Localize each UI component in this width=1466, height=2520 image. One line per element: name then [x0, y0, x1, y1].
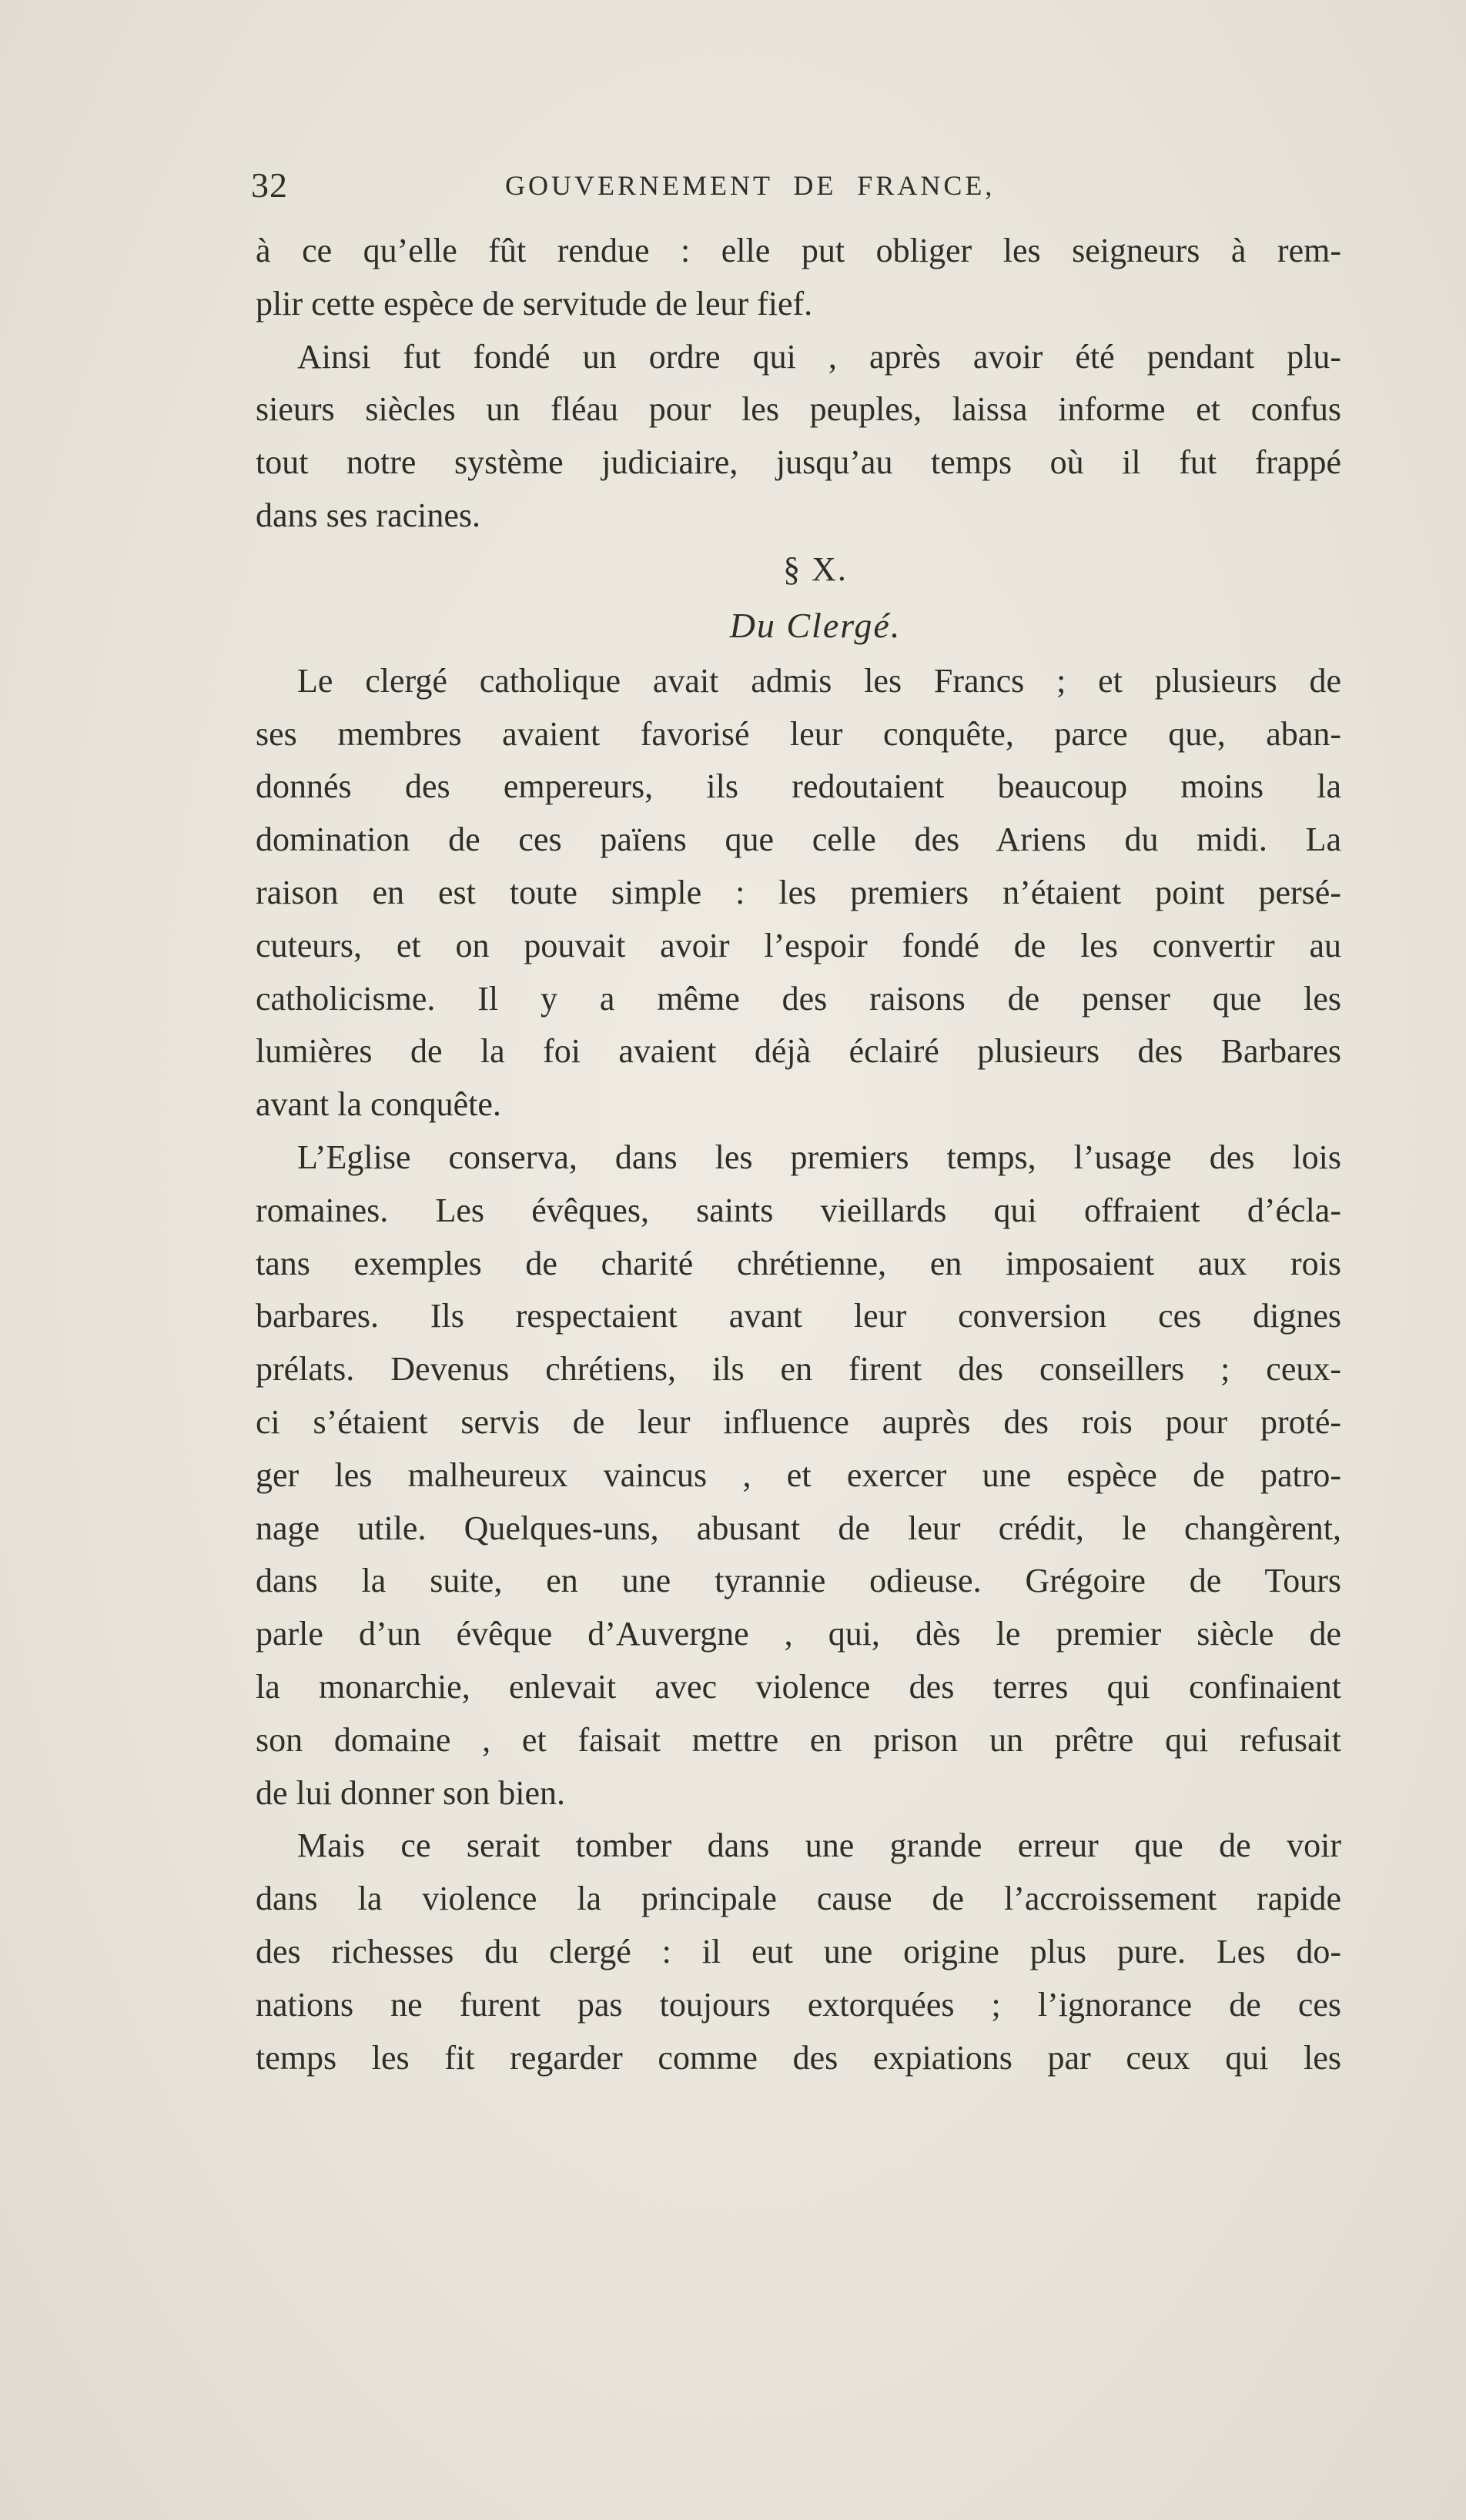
- text-line: nage utile. Quelques-uns, abusant de leur crédit, le changèrent,: [256, 1509, 1341, 1547]
- text-line: son domaine , et faisait mettre en prison un prêtre qui refusait: [256, 1720, 1341, 1759]
- text-line: catholicisme. Il y a même des raisons de penser que les: [256, 979, 1341, 1018]
- text-line: ci s’étaient servis de leur influence auprès des rois pour proté-: [256, 1402, 1341, 1441]
- text-line: des richesses du clergé : il eut une origine plus pure. Les do-: [256, 1932, 1341, 1970]
- text-line: la monarchie, enlevait avec violence des terres qui confinaient: [256, 1667, 1341, 1706]
- running-head: GOUVERNEMENT DE FRANCE,: [505, 170, 996, 201]
- text-line: cuteurs, et on pouvait avoir l’espoir fondé de les convertir au: [256, 926, 1341, 964]
- text-line: L’Eglise conserva, dans les premiers temps, l’usage des lois: [297, 1138, 1341, 1176]
- text-line: ses membres avaient favorisé leur conquête, parce que, aban-: [256, 714, 1341, 753]
- text-line: à ce qu’elle fût rendue : elle put obliger les seigneurs à rem-: [256, 232, 1341, 269]
- text-line: romaines. Les évêques, saints vieillards qui offraient d’écla-: [256, 1191, 1341, 1229]
- text-line: prélats. Devenus chrétiens, ils en firent des conseillers ; ceux-: [256, 1350, 1341, 1389]
- text-line: donnés des empereurs, ils redoutaient beaucoup moins la: [256, 767, 1341, 806]
- text-line: dans la violence la principale cause de l’accroissement rapide: [256, 1880, 1341, 1918]
- text-line: domination de ces païens que celle des Ariens du midi. La: [256, 821, 1341, 859]
- section-number: § X.: [783, 550, 848, 588]
- page-number: 32: [251, 165, 288, 205]
- text-line: ger les malheureux vaincus , et exercer une espèce de patro-: [256, 1456, 1341, 1494]
- text-line: sieurs siècles un fléau pour les peuples, laissa informe et confus: [256, 390, 1341, 429]
- page-header: [251, 165, 1335, 211]
- text-line: lumières de la foi avaient déjà éclairé plusieurs des Barbares: [256, 1032, 1341, 1071]
- text-line: temps les fit regarder comme des expiations par ceux qui les: [256, 2038, 1341, 2077]
- text-line: barbares. Ils respectaient avant leur conversion ces dignes: [256, 1297, 1341, 1335]
- text-line: Le clergé catholique avait admis les Francs ; et plusieurs de: [297, 661, 1341, 700]
- section-title: Du Clergé.: [729, 605, 902, 645]
- text-line: nations ne furent pas toujours extorquées ; l’ignorance de ces: [256, 1985, 1341, 2024]
- text-line: raison en est toute simple : les premiers n’étaient point persé-: [256, 873, 1341, 911]
- text-line: tans exemples de charité chrétienne, en imposaient aux rois: [256, 1244, 1341, 1282]
- text-line: Ainsi fut fondé un ordre qui , après avoir été pendant plu-: [297, 337, 1341, 376]
- page-body: [256, 225, 1341, 2084]
- text-line: parle d’un évêque d’Auvergne , qui, dès le premier siècle de: [256, 1615, 1341, 1653]
- text-line: avant la conquête.: [256, 1085, 501, 1124]
- text-line: de lui donner son bien.: [256, 1773, 566, 1812]
- text-line: dans la suite, en une tyrannie odieuse. Grégoire de Tours: [256, 1562, 1341, 1600]
- text-line: tout notre système judiciaire, jusqu’au temps où il fut frappé: [256, 443, 1341, 482]
- text-line: plir cette espèce de servitude de leur fief.: [256, 284, 813, 323]
- text-line: dans ses racines.: [256, 496, 481, 534]
- text-line: Mais ce serait tomber dans une grande erreur que de voir: [297, 1826, 1341, 1865]
